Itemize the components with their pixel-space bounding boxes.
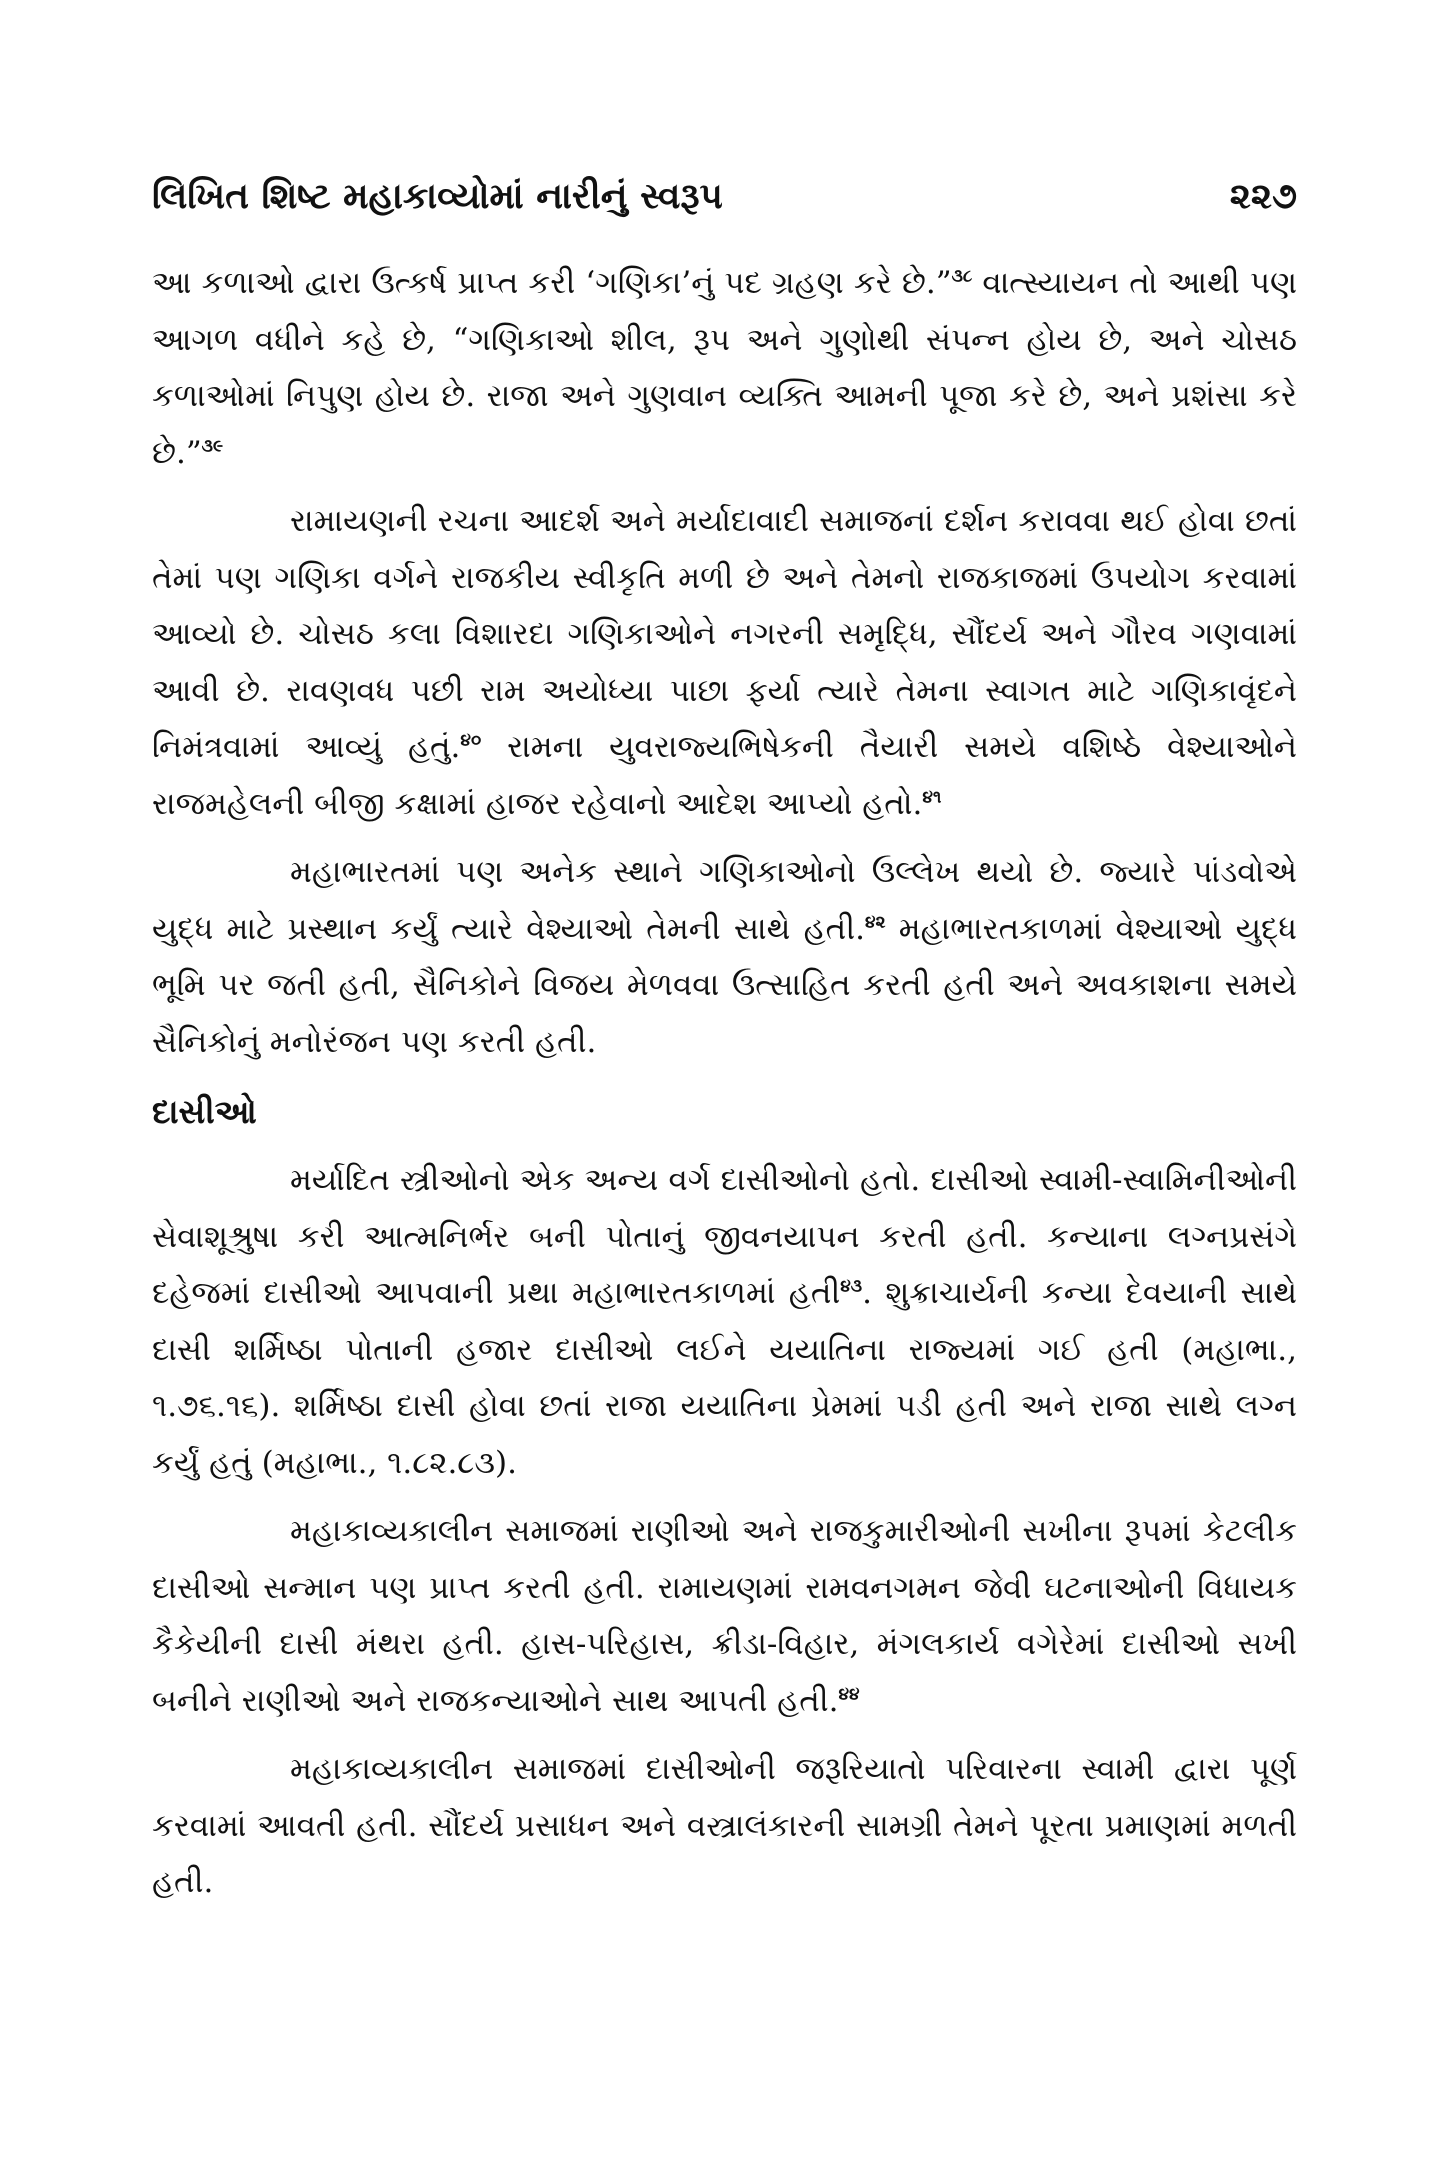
paragraph-text: મર્યાદિત સ્ત્રીઓનો એક અન્ય વર્ગ દાસીઓનો હતો. દાસીઓ સ્વામી-સ્વામિનીઓની સેવાશૂશ્રુષા કરી આત્મનિર્ભર બની પોતાનું જીવનયાપન કરતી હતી. કન્યાના લગ્નપ્રસંગે દહેજમાં દાસીઓ આપવાની પ્રથા મહાભારતકાળમાં હતી bbox=[152, 1162, 1297, 1311]
section-heading: દાસીઓ bbox=[152, 1092, 257, 1131]
paragraph-5 bbox=[152, 1503, 1297, 1729]
paragraph-text: . શુક્રાચાર્યની કન્યા દેવયાની સાથે દાસી શર્મિષ્ઠા પોતાની હજાર દાસીઓ લઈને યયાતિના રાજ્યમાં ગઈ હતી (મહાભા., ૧.૭૬.૧૬). શર્મિષ્ઠા દાસી હોવા છતાં રાજા યયાતિના પ્રેમમાં પડી હતી અને રાજા સાથે લગ્ન કર્યું હતું (મહાભા., ૧.૮૨.૮૩). bbox=[152, 1275, 1297, 1481]
footnote-marker: ૪૦ bbox=[460, 730, 482, 751]
footnote-marker: ૪૩ bbox=[840, 1276, 863, 1297]
paragraph-3 bbox=[152, 844, 1297, 1070]
paragraph-2 bbox=[152, 493, 1297, 832]
paragraph-text: મહાકાવ્યકાલીન સમાજમાં દાસીઓની જરૂરિયાતો પરિવારના સ્વામી દ્વારા પૂર્ણ કરવામાં આવતી હતી. સૌંદર્ય પ્રસાધન અને વસ્ત્રાલંકારની સામગ્રી તેમને પૂરતા પ્રમાણમાં મળતી હતી. bbox=[152, 1751, 1297, 1900]
paragraph-text: મહાભારતકાળમાં વેશ્યાઓ યુદ્ધ ભૂમિ પર જતી હતી, સૈનિકોને વિજય મેળવવા ઉત્સાહિત કરતી હતી અને અવકાશના સમયે સૈનિકોનું મનોરંજન પણ કરતી હતી. bbox=[152, 910, 1297, 1060]
paragraph-text: મહાકાવ્યકાલીન સમાજમાં રાણીઓ અને રાજકુમારીઓની સખીના રૂપમાં કેટલીક દાસીઓ સન્માન પણ પ્રાપ્ત કરતી હતી. રામાયણમાં રામવનગમન જેવી ઘટનાઓની વિધાયક કૈકેયીની દાસી મંથરા હતી. હાસ-પરિહાસ, ક્રીડા-વિહાર, મંગલકાર્ય વગેરેમાં દાસીઓ સખી બનીને રાણીઓ અને રાજકન્યાઓને સાથ આપતી હતી. bbox=[152, 1513, 1297, 1719]
page-number: ૨૨૭ bbox=[1229, 175, 1297, 217]
paragraph-4 bbox=[152, 1152, 1297, 1491]
running-title: લિખિત શિષ્ટ મહાકાવ્યોમાં નારીનું સ્વરૂપ bbox=[152, 175, 723, 217]
paragraph-6 bbox=[152, 1741, 1297, 1911]
book-page bbox=[152, 175, 1297, 1923]
footnote-marker: ૪૪ bbox=[838, 1684, 860, 1705]
paragraph-text: આ કળાઓ દ્વારા ઉત્કર્ષ પ્રાપ્ત કરી ‘ગણિકા’નું પદ ગ્રહણ કરે છે.” bbox=[152, 265, 952, 301]
footnote-marker: ૩૮ bbox=[951, 266, 973, 287]
paragraph-text: મહાભારતમાં પણ અનેક સ્થાને ગણિકાઓનો ઉલ્લેખ થયો છે. જ્યારે પાંડવોએ યુદ્ધ માટે પ્રસ્થાન કર્યું ત્યારે વેશ્યાઓ તેમની સાથે હતી. bbox=[152, 854, 1297, 947]
paragraph-1 bbox=[152, 255, 1297, 481]
running-header bbox=[152, 175, 1297, 231]
paragraph-text: રામના યુવરાજ્યભિષેકની તૈયારી સમયે વશિષ્ઠે વેશ્યાઓને રાજમહેલની બીજી કક્ષામાં હાજર રહેવાનો આદેશ આપ્યો હતો. bbox=[152, 729, 1297, 822]
paragraph-text: રામાયણની રચના આદર્શ અને મર્યાદાવાદી સમાજનાં દર્શન કરાવવા થઈ હોવા છતાં તેમાં પણ ગણિકા વર્ગને રાજકીય સ્વીકૃતિ મળી છે અને તેમનો રાજકાજમાં ઉપયોગ કરવામાં આવ્યો છે. ચોસઠ કલા વિશારદા ગણિકાઓને નગરની સમૃદ્ધિ, સૌંદર્ય અને ગૌરવ ગણવામાં આવી છે. રાવણવધ પછી રામ અયોધ્યા પાછા ફર્યા ત્યારે તેમના સ્વાગત માટે ગણિકાવૃંદને નિમંત્રવામાં આવ્યું હતું. bbox=[152, 503, 1297, 765]
footnote-marker: ૩૯ bbox=[201, 436, 224, 457]
footnote-marker: ૪૧ bbox=[922, 787, 942, 808]
paragraph-text: વાત્સ્યાયન તો આથી પણ આગળ વધીને કહે છે, “ગણિકાઓ શીલ, રૂપ અને ગુણોથી સંપન્ન હોય છે, અને ચોસઠ કળાઓમાં નિપુણ હોય છે. રાજા અને ગુણવાન વ્યક્તિ આમની પૂજા કરે છે, અને પ્રશંસા કરે છે.” bbox=[152, 265, 1297, 471]
footnote-marker: ૪૨ bbox=[864, 912, 886, 933]
